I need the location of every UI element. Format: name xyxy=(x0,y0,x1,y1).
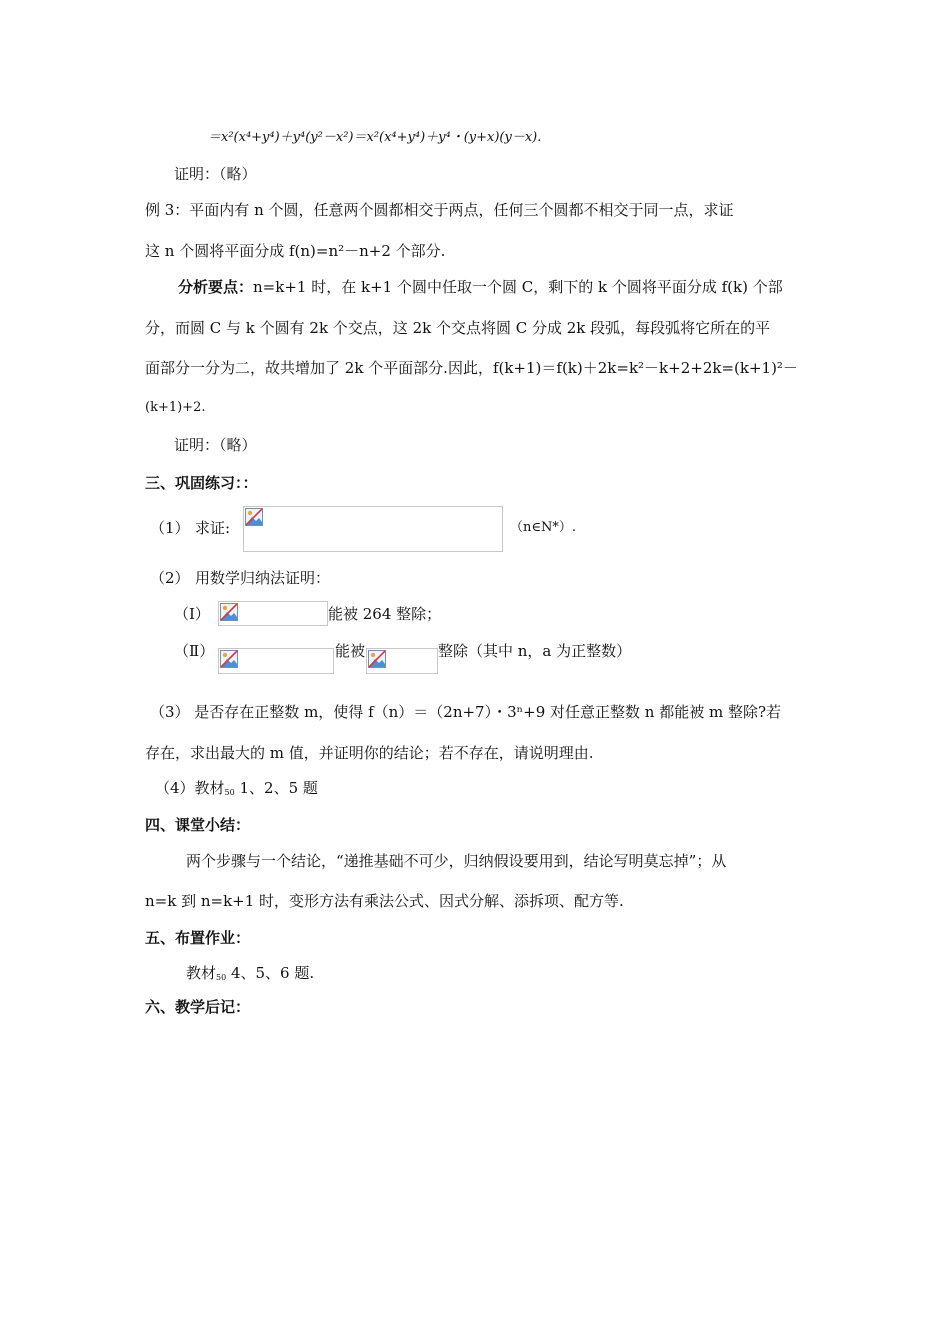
exercise2-part-i-label: （Ⅰ） xyxy=(174,605,210,623)
analysis-text-1: n=k+1 时，在 k+1 个圆中任取一个圆 C，剩下的 k 个圆将平面分成 f(k) 个部 xyxy=(253,278,783,296)
exercise1-formula-image xyxy=(243,506,503,552)
analysis-line4: (k+1)+2. xyxy=(145,400,206,415)
exercise4-line xyxy=(155,778,318,798)
exercise3-line2: 存在，求出最大的 m 值，并证明你的结论；若不存在，请说明理由. xyxy=(145,744,594,762)
example3-line2: 这 n 个圆将平面分成 f(n)=n²－n+2 个部分. xyxy=(145,242,446,260)
section-5-heading: 五、布置作业： xyxy=(145,929,251,947)
analysis-line1 xyxy=(178,277,783,297)
exercise1-number: （1） xyxy=(150,519,190,537)
example3-line1: 例 3：平面内有 n 个圆，任意两个圆都相交于两点，任何三个圆都不相交于同一点，求证 xyxy=(145,201,734,219)
analysis-line3: 面部分一分为二，故共增加了 2k 个平面部分.因此，f(k+1)＝f(k)＋2k=k²－k+2+2k=(k+1)²－ xyxy=(145,359,798,377)
exercise2-part-i-image xyxy=(218,601,328,626)
exercise2-part-ii-tail: 整除（其中 n，a 为正整数） xyxy=(438,642,632,660)
exercise1-text: 求证: xyxy=(195,519,231,537)
exercise2-text: 用数学归纳法证明： xyxy=(195,569,331,587)
analysis-label: 分析要点： xyxy=(178,278,254,296)
section-4-heading: 四、课堂小结： xyxy=(145,816,251,834)
section-3-heading: 三、巩固练习：： xyxy=(145,474,258,492)
homework-line xyxy=(186,963,314,983)
proof-omitted-2: 证明：（略） xyxy=(174,436,257,454)
exercise4-pre: （4）教材 xyxy=(155,779,225,797)
exercise2-part-ii-image-1 xyxy=(218,648,334,674)
exercise2-part-ii-label: （Ⅱ） xyxy=(174,642,215,660)
section-6-heading: 六、教学后记： xyxy=(145,998,251,1016)
homework-pre: 教材 xyxy=(186,964,217,982)
exercise4-post: 1、2、5 题 xyxy=(234,779,318,797)
broken-image-icon xyxy=(245,508,263,526)
summary-line2: n=k 到 n=k+1 时，变形方法有乘法公式、因式分解、添拆项、配方等. xyxy=(145,892,624,910)
exercise3-line1: （3） 是否存在正整数 m，使得 f（n）＝（2n+7）・3ⁿ+9 对任意正整数 n 都能被 m 整除?若 xyxy=(150,703,782,721)
exercise2-part-i-text: 能被 264 整除； xyxy=(328,605,442,623)
formula-line: ＝x²(x⁴+y⁴)＋y⁴(y²－x²)＝x²(x⁴+y⁴)＋y⁴・(y+x)(y－x). xyxy=(208,130,542,145)
broken-image-icon xyxy=(368,650,386,668)
broken-image-icon xyxy=(220,603,238,621)
exercise4-page-sub: 50 xyxy=(224,788,235,797)
exercise2-part-ii-mid: 能被 xyxy=(335,642,366,660)
homework-page-sub: 50 xyxy=(216,973,227,982)
exercise1-tail: （n∈N*）. xyxy=(510,520,577,535)
exercise2-part-ii-image-2 xyxy=(366,648,438,674)
proof-omitted-1: 证明：（略） xyxy=(174,165,257,183)
exercise2-number: （2） xyxy=(150,569,190,587)
homework-post: 4、5、6 题. xyxy=(226,964,315,982)
summary-line1: 两个步骤与一个结论，“递推基础不可少，归纳假设要用到，结论写明莫忘掉”；从 xyxy=(186,852,727,870)
broken-image-icon xyxy=(220,650,238,668)
analysis-line2: 分，而圆 C 与 k 个圆有 2k 个交点，这 2k 个交点将圆 C 分成 2k 段弧，每段弧将它所在的平 xyxy=(145,319,771,337)
